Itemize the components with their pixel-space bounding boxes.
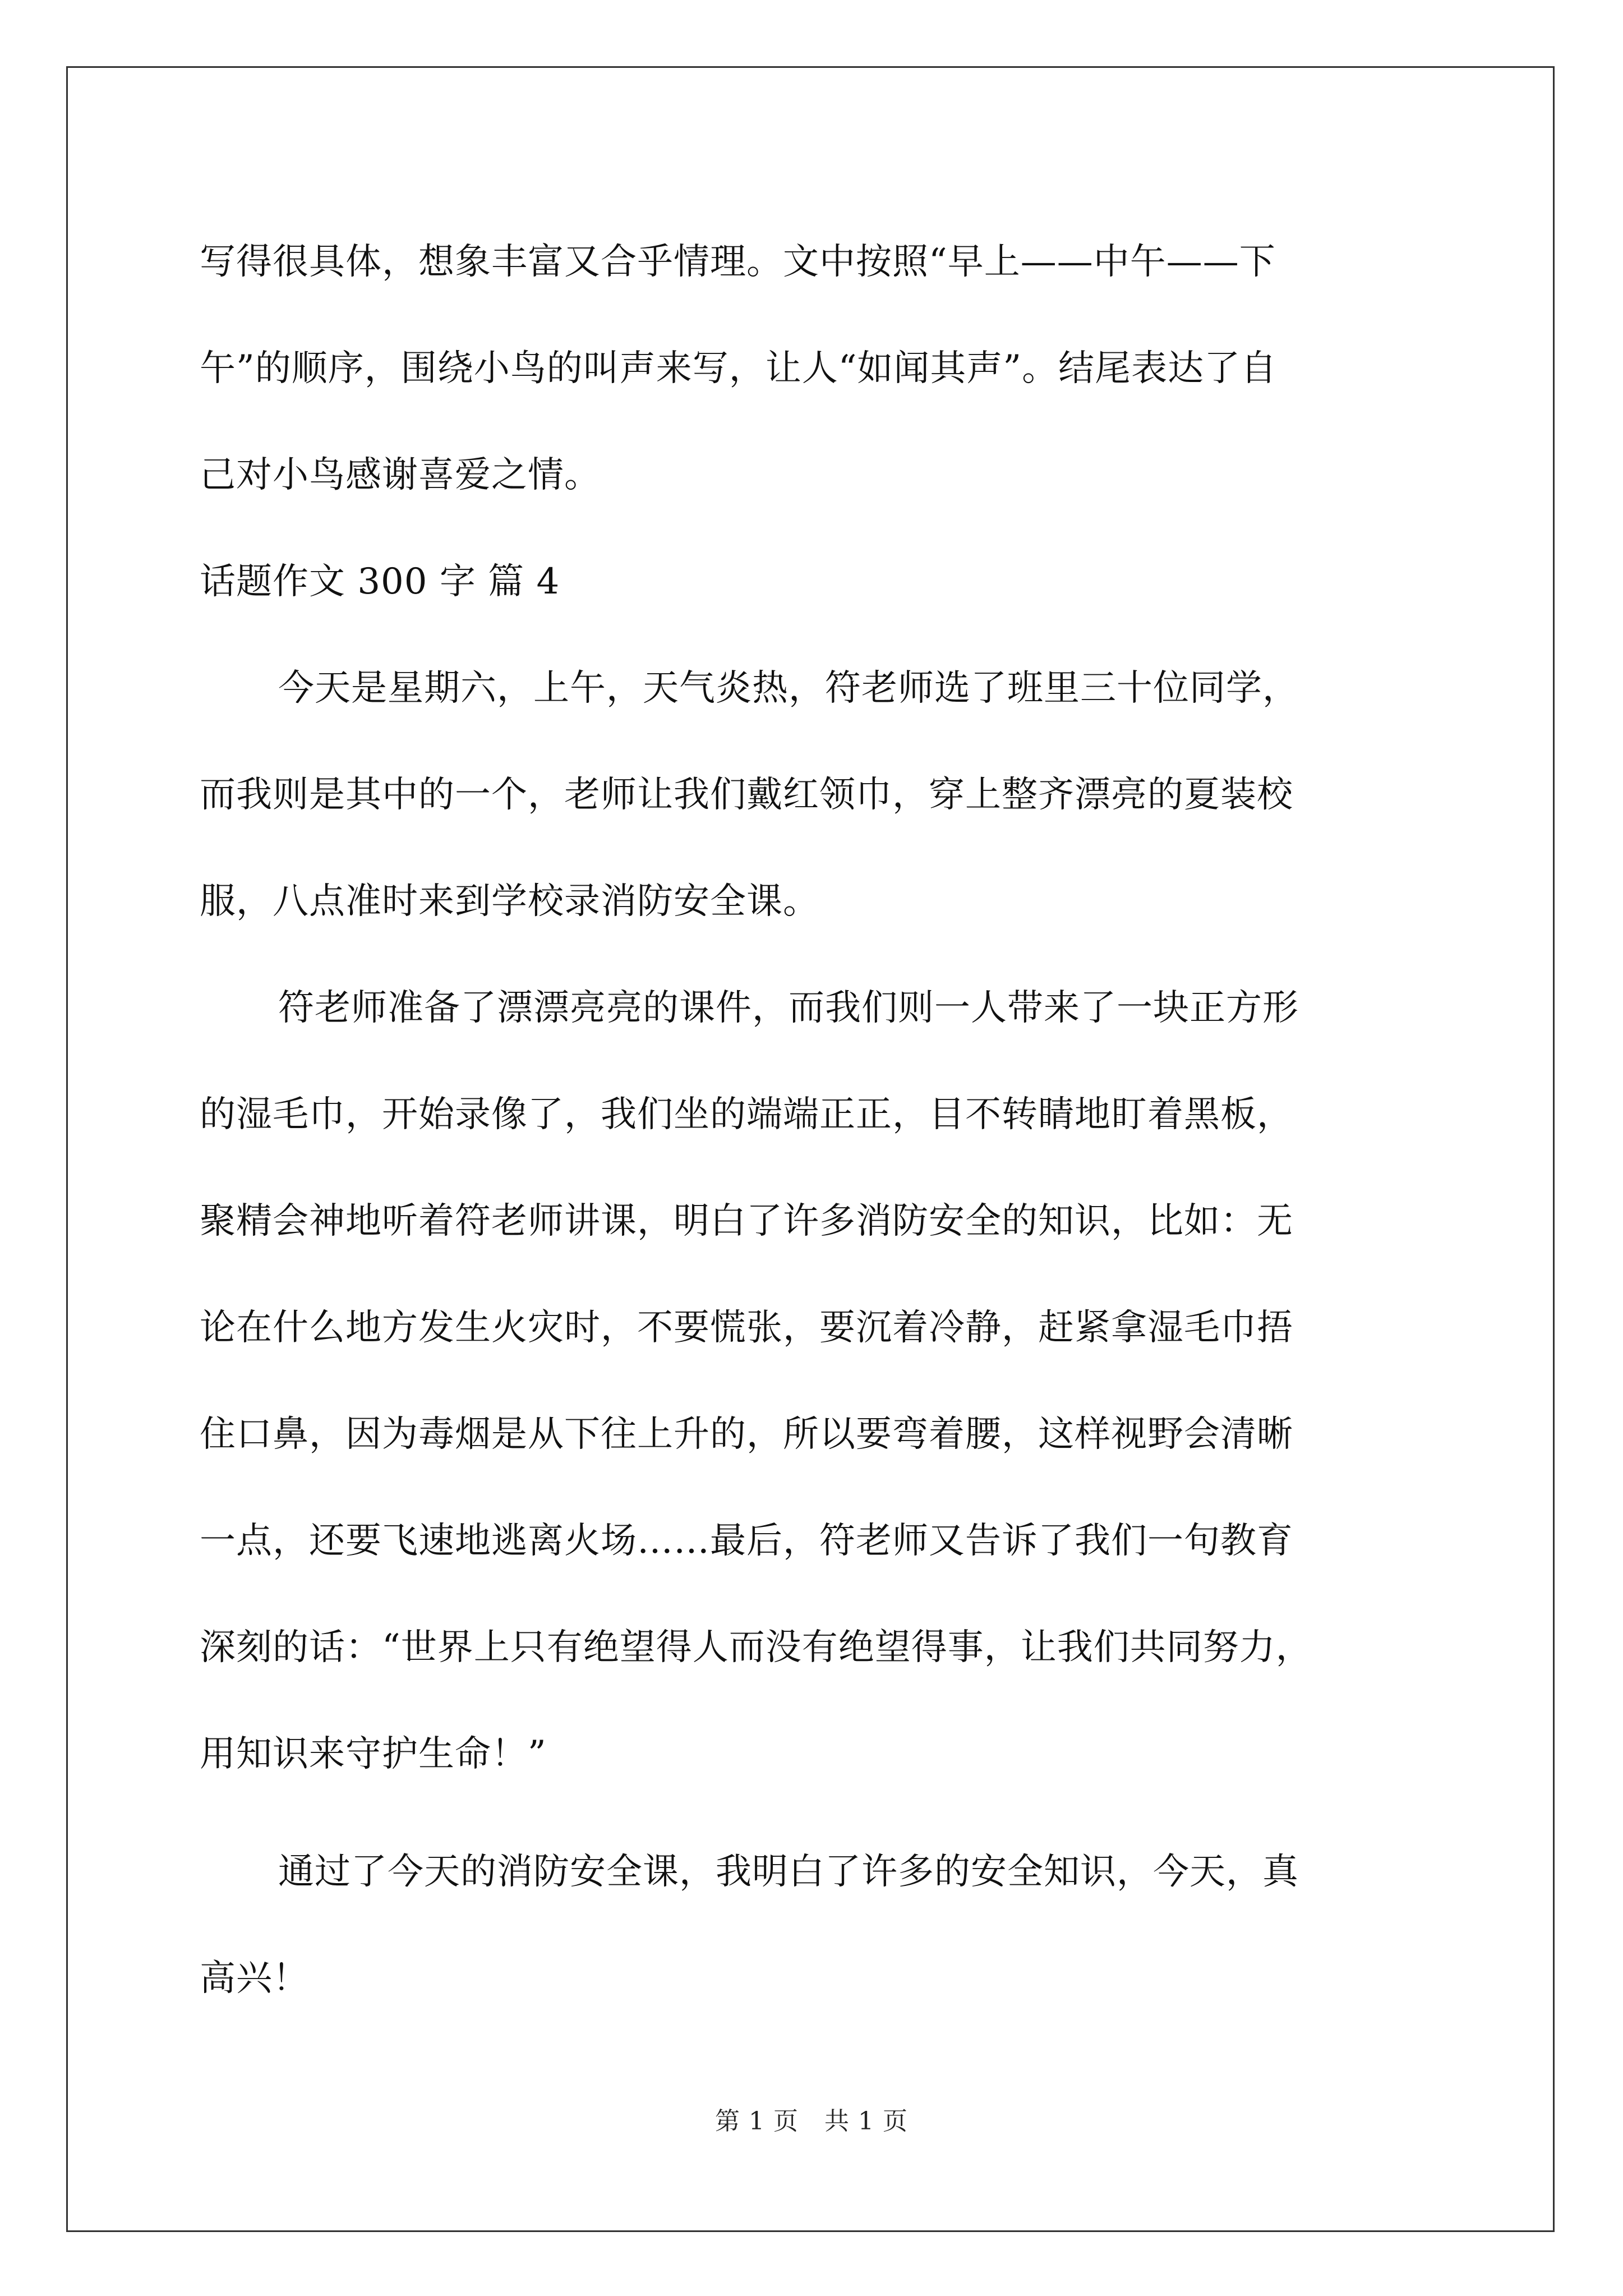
text-line: 深刻的话：“世界上只有绝望得人而没有绝望得事，让我们共同努力， xyxy=(200,1627,1312,1668)
text-line: 用知识来守护生命！” xyxy=(200,1733,547,1775)
text-line: 高兴！ xyxy=(200,1958,309,1999)
text-line: 己对小鸟感谢喜爱之情。 xyxy=(200,454,601,496)
text-line: 聚精会神地听着符老师讲课，明白了许多消防安全的知识，比如：无 xyxy=(200,1200,1293,1242)
text-line: 的湿毛巾，开始录像了，我们坐的端端正正，目不转睛地盯着黑板， xyxy=(200,1094,1293,1135)
text-line: 今天是星期六，上午，天气炎热，符老师选了班里三十位同学， xyxy=(278,668,1299,709)
text-line: 而我则是其中的一个，老师让我们戴红领巾，穿上整齐漂亮的夏装校 xyxy=(200,774,1293,816)
text-line: 服，八点准时来到学校录消防安全课。 xyxy=(200,881,819,922)
page-number-total: 共 1 页 xyxy=(824,2107,908,2136)
page-number-current: 第 1 页 xyxy=(715,2107,799,2136)
text-line: 论在什么地方发生火灾时，不要慌张，要沉着冷静，赶紧拿湿毛巾捂 xyxy=(200,1307,1293,1349)
text-line: 写得很具体，想象丰富又合乎情理。文中按照“早上——中午——下 xyxy=(200,241,1276,283)
text-line: 一点，还要飞速地逃离火场……最后，符老师又告诉了我们一句教育 xyxy=(200,1520,1293,1562)
document-body xyxy=(200,209,1428,2032)
section-heading: 话题作文 300 字 篇 4 xyxy=(200,561,560,602)
page-footer xyxy=(0,2101,1623,2137)
text-line: 住口鼻，因为毒烟是从下往上升的，所以要弯着腰，这样视野会清晰 xyxy=(200,1414,1293,1455)
paragraph-spacer xyxy=(200,1807,1428,1819)
text-line: 符老师准备了漂漂亮亮的课件，而我们则一人带来了一块正方形 xyxy=(278,987,1299,1029)
text-line: 通过了今天的消防安全课，我明白了许多的安全知识，今天，真 xyxy=(278,1851,1299,1893)
text-line: 午”的顺序，围绕小鸟的叫声来写，让人“如闻其声”。结尾表达了自 xyxy=(200,348,1278,389)
